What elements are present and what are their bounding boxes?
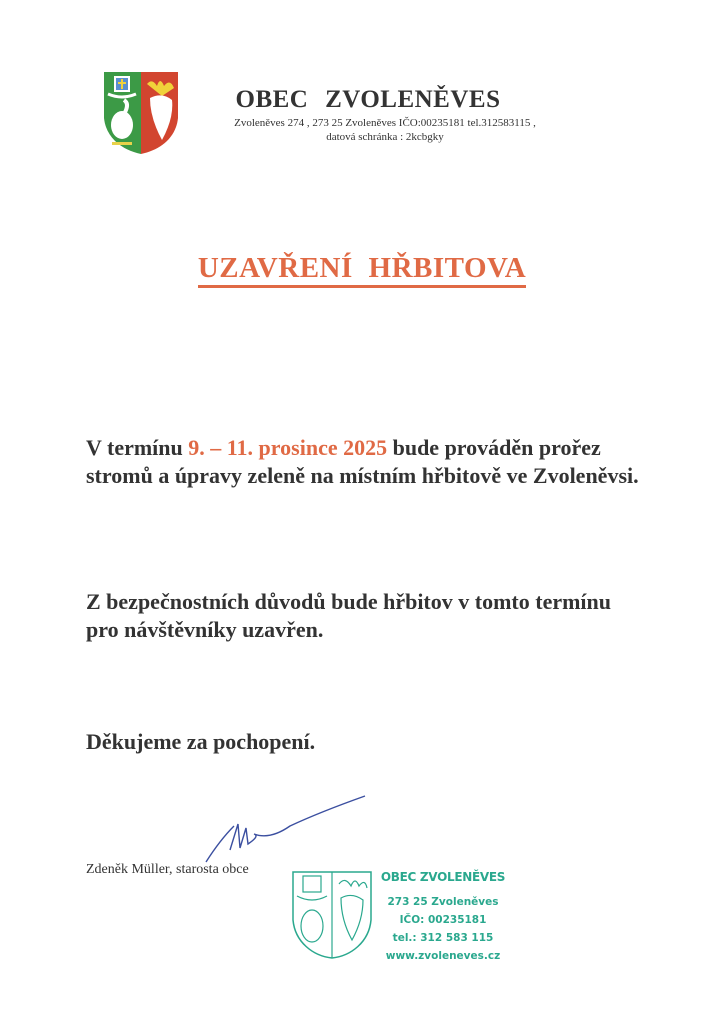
official-stamp xyxy=(378,870,508,965)
signatory-name: Zdeněk Müller, starosta obce xyxy=(86,862,249,877)
paragraph-closure-dates xyxy=(86,434,646,490)
p1-prefix: V termínu xyxy=(86,435,189,460)
stamp-ico: IČO: 00235181 xyxy=(399,914,487,926)
paragraph-thanks: Děkujeme za pochopení. xyxy=(86,729,316,754)
document-title xyxy=(0,252,724,285)
stamp-address: 273 25 Zvoleněves xyxy=(387,896,499,908)
stamp-coat-of-arms-icon xyxy=(291,868,373,960)
organization-name: OBEC ZVOLENĚVES xyxy=(235,86,501,113)
stamp-web: www.zvoleneves.cz xyxy=(385,950,501,962)
stamp-org-name: OBEC ZVOLENĚVES xyxy=(380,870,506,884)
p1-suffix: bude prováděn prořez stromů a úpravy zeleně na místním hřbitově ve Zvoleněvsi. xyxy=(86,435,639,488)
signature-icon xyxy=(200,790,370,865)
document-title-text: UZAVŘENÍ HŘBITOVA xyxy=(198,252,526,288)
closure-dates: 9. – 11. prosince 2025 xyxy=(188,435,388,460)
address-line-1: Zvoleněves 274 , 273 25 Zvoleněves IČO:00235181 tel.312583115 , xyxy=(234,117,536,129)
paragraph-safety: Z bezpečnostních důvodů bude hřbitov v tomto termínu pro návštěvníky uzavřen. xyxy=(86,589,612,642)
stamp-tel: tel.: 312 583 115 xyxy=(392,932,494,944)
address-line-2: datová schránka : 2kcbgky xyxy=(326,131,444,143)
organization-address xyxy=(0,116,724,144)
